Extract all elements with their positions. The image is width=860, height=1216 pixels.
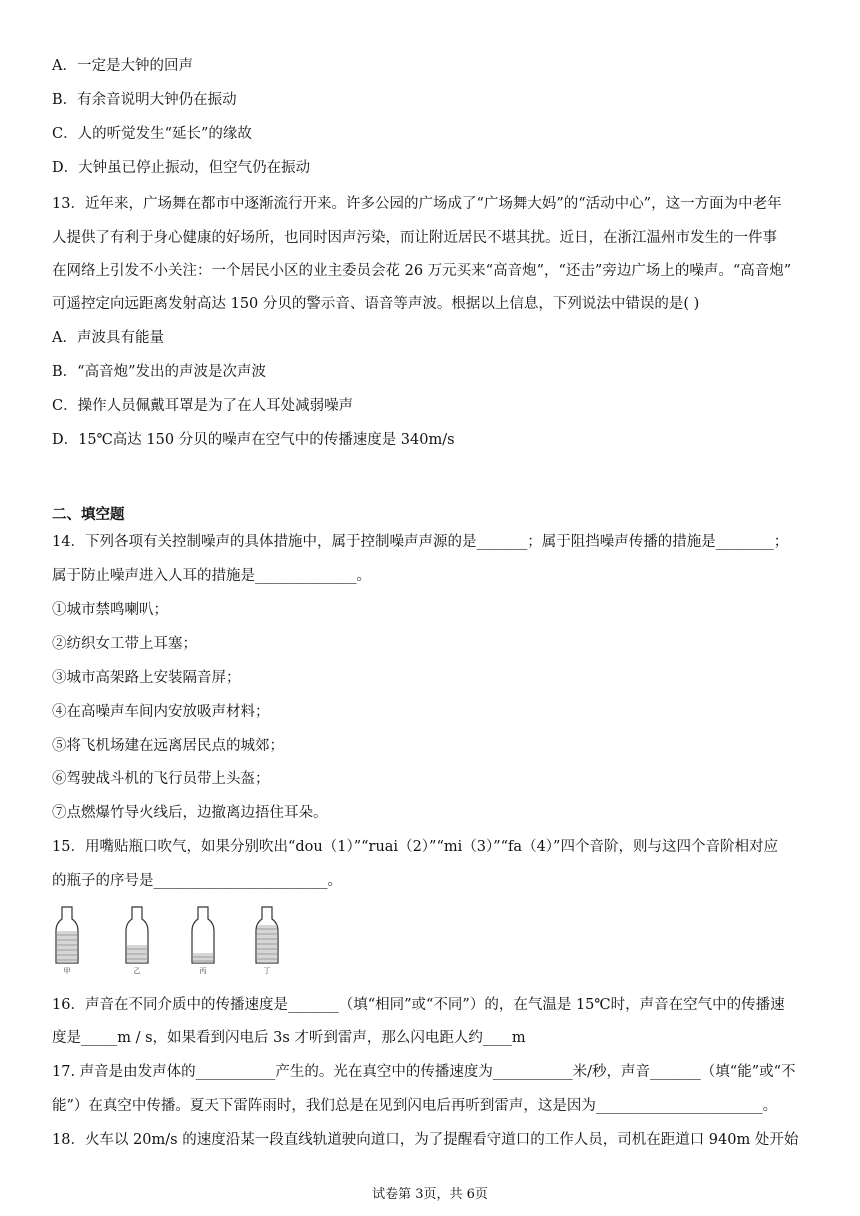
- q14-text-line-1: 14．下列各项有关控制噪声的具体措施中，属于控制噪声声源的是_______；属于阻挡噪声传播的措施是________；: [52, 534, 789, 550]
- bottle-jia: [56, 907, 78, 975]
- q13-option-a: A．声波具有能量: [52, 330, 164, 346]
- q14-item-2: ②纺织女工带上耳塞；: [52, 636, 197, 652]
- section-title: 二、填空题: [52, 506, 125, 523]
- bottle-label-ding: 丁: [263, 967, 271, 975]
- q13-option-d: D．15℃高达 150 分贝的噪声在空气中的传播速度是 340m/s: [52, 432, 455, 448]
- q15-text-line-2: 的瓶子的序号是________________________。: [52, 873, 342, 889]
- q16-text-line-1: 16．声音在不同介质中的传播速度是_______（填“相同”或“不同”）的，在气温是 15℃时，声音在空气中的传播速: [52, 997, 785, 1013]
- q17-text-line-1: 17. 声音是由发声体的___________产生的。光在真空中的传播速度为___________米/秒，声音_______（填“能”或“不: [52, 1064, 796, 1080]
- q12-option-c: C．人的听觉发生“延长”的缘故: [52, 126, 252, 142]
- bottle-yi: [126, 907, 148, 975]
- bottle-label-bing: 丙: [199, 967, 207, 975]
- q14-text-line-2: 属于防止噪声进入人耳的措施是______________。: [52, 568, 371, 584]
- bottle-label-yi: 乙: [133, 967, 141, 975]
- q14-item-3: ③城市高架路上安装隔音屏；: [52, 670, 241, 686]
- q14-item-5: ⑤将飞机场建在远离居民点的城郊；: [52, 738, 284, 754]
- q18-text-line-1: 18．火车以 20m/s 的速度沿某一段直线轨道驶向道口，为了提醒看守道口的工作人员，司机在距道口 940m 处开始: [52, 1132, 799, 1148]
- q13-text-line-2: 人提供了有利于身心健康的好场所，也同时因声污染，而让附近居民不堪其扰。近日，在浙江温州市发生的一件事: [52, 230, 777, 246]
- q15-text-line-1: 15．用嘴贴瓶口吹气，如果分别吹出“dou（1）”“ruai（2）”“mi（3）”“fa（4）”四个音阶，则与这四个音阶相对应: [52, 839, 778, 855]
- q13-text-line-4: 可遥控定向远距离发射高达 150 分贝的警示音、语音等声波。根据以上信息，下列说法中错误的是( ): [52, 296, 700, 312]
- bottle-ding: [256, 907, 278, 975]
- q12-option-a: A．一定是大钟的回声: [52, 58, 193, 74]
- q13-text-line-3: 在网络上引发不小关注：一个居民小区的业主委员会花 26 万元买来“高音炮”，“还击”旁边广场上的噪声。“高音炮”: [52, 263, 792, 279]
- q14-item-4: ④在高噪声车间内安放吸声材料；: [52, 704, 270, 720]
- bottles-figure: [52, 905, 292, 975]
- bottle-bing: [192, 907, 214, 975]
- q12-option-d: D．大钟虽已停止振动，但空气仍在振动: [52, 160, 311, 176]
- q17-text-line-2: 能”）在真空中传播。夏天下雷阵雨时，我们总是在见到闪电后再听到雷声，这是因为_______________________。: [52, 1098, 778, 1114]
- q16-text-line-2: 度是_____m / s，如果看到闪电后 3s 才听到雷声，那么闪电距人约____m: [52, 1030, 526, 1046]
- q14-item-6: ⑥驾驶战斗机的飞行员带上头盔；: [52, 771, 270, 787]
- q13-option-c: C．操作人员佩戴耳罩是为了在人耳处减弱噪声: [52, 398, 354, 414]
- q14-item-1: ①城市禁鸣喇叭；: [52, 602, 168, 618]
- q13-option-b: B．“高音炮”发出的声波是次声波: [52, 364, 266, 380]
- q12-option-b: B．有余音说明大钟仍在振动: [52, 92, 237, 108]
- q14-item-7: ⑦点燃爆竹导火线后，边撤离边捂住耳朵。: [52, 805, 328, 821]
- q13-text-line-1: 13．近年来，广场舞在都市中逐渐流行开来。许多公园的广场成了“广场舞大妈”的“活动中心”，这一方面为中老年: [52, 196, 782, 212]
- bottle-label-jia: 甲: [63, 967, 71, 975]
- page-footer: 试卷第 3页，共 6页: [372, 1187, 488, 1202]
